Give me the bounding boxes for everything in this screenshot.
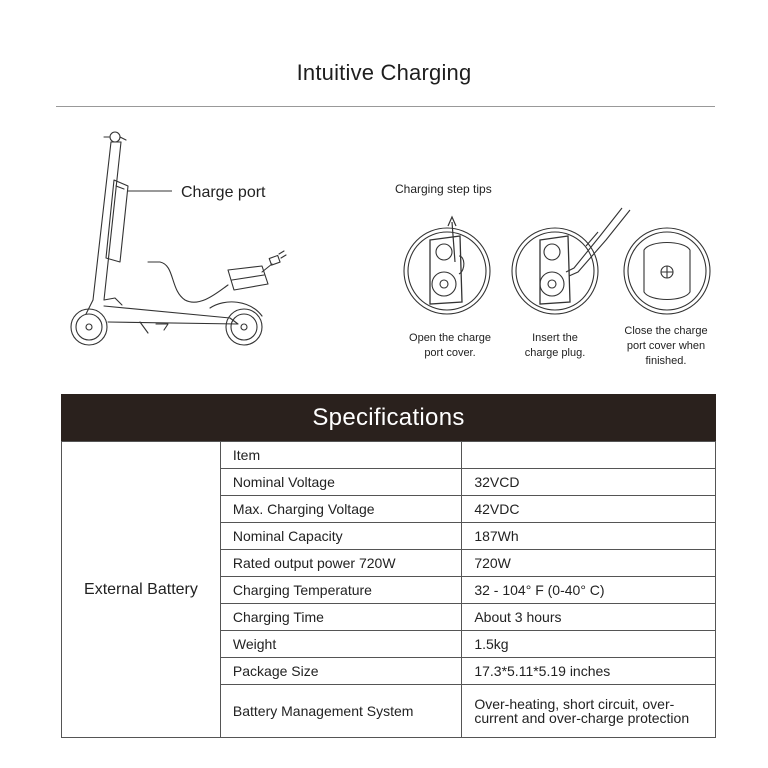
charging-tips-title: Charging step tips: [395, 182, 492, 196]
step-3-illustration: [624, 228, 710, 314]
spec-name: Rated output power 720W: [220, 550, 461, 577]
spec-value: 32 - 104° F (0-40° C): [462, 577, 716, 604]
step-2-illustration: [512, 208, 630, 314]
battery-group-label: External Battery: [62, 442, 221, 738]
spec-value: 17.3*5.11*5.19 inches: [462, 658, 716, 685]
spec-name: Weight: [220, 631, 461, 658]
specifications-table: [61, 441, 716, 738]
spec-value: 1.5kg: [462, 631, 716, 658]
spec-value: 32VCD: [462, 469, 716, 496]
spec-name: Max. Charging Voltage: [220, 496, 461, 523]
specifications-header: Specifications: [61, 394, 716, 441]
spec-value: 187Wh: [462, 523, 716, 550]
charger-illustration: [148, 251, 286, 302]
spec-name: Charging Time: [220, 604, 461, 631]
page-title: Intuitive Charging: [296, 60, 472, 85]
spec-value: 720W: [462, 550, 716, 577]
table-row: [62, 442, 716, 469]
step-1-caption: Open the charge port cover.: [409, 332, 491, 359]
spec-value: [462, 442, 716, 469]
spec-name: Battery Management System: [220, 685, 461, 738]
spec-value: Over-heating, short circuit, over-current and over-charge protection: [462, 685, 716, 738]
step-2-caption: Insert the charge plug.: [524, 332, 586, 359]
spec-name: Package Size: [220, 658, 461, 685]
step-1-illustration: [404, 217, 490, 314]
spec-name: Nominal Capacity: [220, 523, 461, 550]
charge-port-label: Charge port: [181, 184, 266, 201]
step-3-caption: Close the charge port cover when finished.: [624, 325, 708, 367]
spec-name: Charging Temperature: [220, 577, 461, 604]
spec-name: Nominal Voltage: [220, 469, 461, 496]
spec-value: About 3 hours: [462, 604, 716, 631]
scooter-illustration: [71, 132, 262, 345]
spec-value: 42VDC: [462, 496, 716, 523]
spec-name: Item: [220, 442, 461, 469]
